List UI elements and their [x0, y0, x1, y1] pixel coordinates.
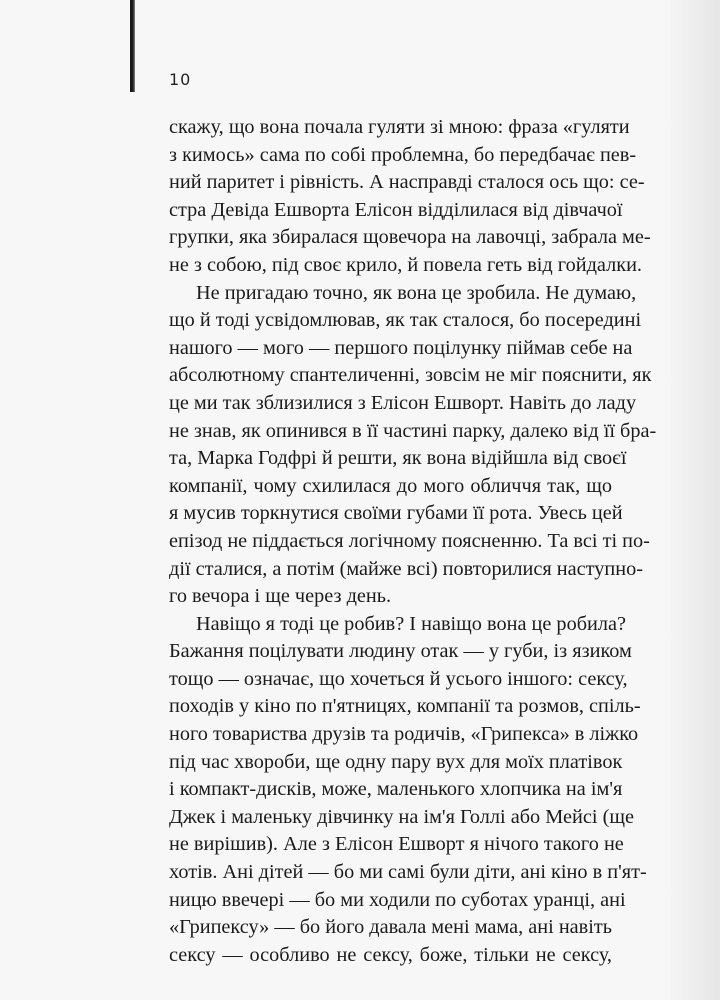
text-line: не знав, як опинився в її частині парку, далеко від її бра-	[169, 419, 657, 442]
text-line: походів у кіно по п'ятницях, компанії та розмов, спіль-	[169, 695, 641, 718]
page-number: 10	[169, 70, 192, 89]
text-line: хотів. Ані дітей — бо ми самі були діти, ані кіно в п'ят-	[169, 861, 647, 884]
text-line: епізод не піддається логічному поясненню. Та всі ті по-	[169, 529, 650, 552]
text-line: що й тоді усвідомлював, як так сталося, бо посередині	[169, 309, 642, 332]
text-line: стра Девіда Ешворта Елісон відділилася від дівчачої	[169, 198, 623, 221]
body-text	[169, 114, 657, 969]
text-line: не з собою, під своє крило, й повела геть від гойдалки.	[169, 253, 642, 276]
text-line: під час хвороби, ще одну пару вух для моїх платівок	[169, 750, 623, 773]
text-line: сексу — особливо не сексу, боже, тільки не сексу,	[169, 943, 612, 966]
text-line: з кимось» сама по собі проблемна, бо передбачає пев-	[169, 143, 637, 166]
text-line: нашого — мого — першого поцілунку піймав себе на	[169, 336, 633, 359]
text-line: і компакт-дисків, може, маленького хлопчика на ім'я	[169, 778, 623, 801]
text-line: Не пригадаю точно, як вона це зробила. Не думаю,	[196, 281, 637, 304]
text-line: Навіщо я тоді це робив? І навіщо вона це робила?	[196, 612, 627, 635]
text-line: скажу, що вона почала гуляти зі мною: фраза «гуляти	[169, 116, 630, 138]
text-line: ний паритет і рівність. А насправді сталося ось що: се-	[169, 171, 645, 194]
text-line: тощо — означає, що хочеться й усього іншого: сексу,	[169, 667, 628, 690]
text-line: я мусив торкнутися своїми губами її рота. Увесь цей	[169, 502, 623, 525]
binding-edge	[130, 0, 135, 92]
text-line: ного товариства друзів та родичів, «Грипекса» в ліжко	[169, 723, 639, 746]
text-line: це ми так зблизилися з Елісон Ешворт. Навіть до ладу	[169, 391, 637, 414]
text-line: Бажання поцілувати людину отак — у губи, із язиком	[169, 640, 632, 663]
text-line: абсолютному спантеличенні, зовсім не міг пояснити, як	[169, 364, 652, 387]
text-line: ницю ввечері — бо ми ходили по суботах уранці, ані	[169, 888, 626, 911]
text-line: дії сталися, а потім (майже всі) повторилися наступно-	[169, 557, 644, 580]
text-line: го вечора і ще через день.	[169, 585, 392, 608]
text-line: Джек і маленьку дівчинку на ім'я Голлі або Мейсі (ще	[169, 805, 634, 828]
page-edge-shadow	[664, 0, 720, 1000]
text-line: та, Марка Годфрі й решти, як вона відійшла від своєї	[169, 447, 627, 470]
text-line: «Грипексу» — бо його давала мені мама, ані навіть	[169, 916, 612, 939]
text-line: компанії, чому схилилася до мого обличчя так, що	[169, 474, 612, 497]
text-line: не вирішив). Але з Елісон Ешворт я нічого такого не	[169, 833, 624, 856]
text-line: групки, яка збиралася щовечора на лавочці, забрала ме-	[169, 226, 651, 249]
